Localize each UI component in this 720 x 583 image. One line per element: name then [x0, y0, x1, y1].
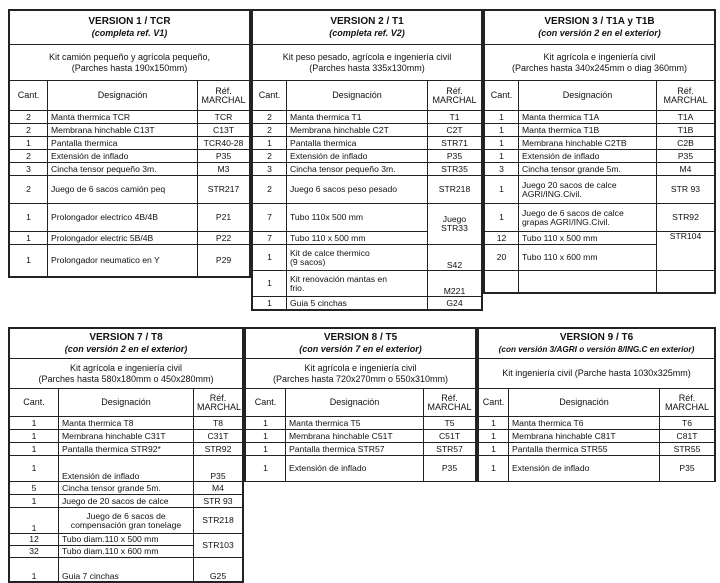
table-row: [253, 176, 482, 204]
table-cell: P35: [423, 456, 475, 482]
table-cell: Manta thermica T1A: [519, 111, 657, 124]
table-cell: T8: [193, 417, 242, 430]
table-row: [253, 137, 482, 150]
table-cell: [485, 45, 715, 81]
table-cell: Cincha tensor pequeño 3m.: [48, 163, 198, 176]
table-row: [253, 245, 482, 271]
table-cell: 3: [10, 163, 48, 176]
table-cell: STR 93: [193, 495, 242, 508]
header-ref: Réf. MARCHAL: [656, 81, 714, 111]
table-cell: Manta thermica T5: [286, 417, 424, 430]
table-cell: 1: [246, 456, 286, 482]
version-8-kit-line-2: (Parches hasta 720x270mm o 550x310mm): [272, 373, 449, 384]
table-cell: M4: [193, 482, 242, 495]
table-row: [253, 204, 482, 232]
table-cell: 1: [253, 271, 287, 297]
version-3-table: [484, 10, 715, 293]
table-cell: 32: [10, 546, 59, 558]
table-row: [253, 297, 482, 310]
table-cell: TCR: [198, 111, 250, 124]
table-cell: Juego 6 sacos peso pesado: [287, 176, 428, 204]
table-cell: [253, 45, 482, 81]
version-2-table: [252, 10, 482, 310]
header-name: Designación: [287, 81, 428, 111]
table-cell: Manta thermica T8: [59, 417, 194, 430]
table-row: [485, 124, 715, 137]
table-row: [485, 232, 715, 245]
version-3-title: VERSION 3 / T1A y T1B: [544, 16, 655, 27]
version-9-kit-line-1: Kit ingeniería civil (Parche hasta 1030x325mm): [502, 368, 691, 378]
table-cell: C13T: [198, 124, 250, 137]
table-cell: STR71: [427, 137, 481, 150]
table-cell: 1: [485, 150, 519, 163]
table-cell: Tubo 110 x 600 mm: [519, 245, 657, 271]
table-row: [10, 150, 250, 163]
table-cell: 1: [479, 443, 509, 456]
table-cell: 1: [246, 443, 286, 456]
header-ref: Réf. MARCHAL: [427, 81, 481, 111]
table-row: [10, 508, 243, 534]
table-cell: Extensión de inflado: [48, 150, 198, 163]
table-cell: [10, 359, 243, 389]
table-cell: Membrana hinchable C13T: [48, 124, 198, 137]
table-cell: 1: [10, 245, 48, 277]
table-cell: Pantalla thermica STR55: [509, 443, 660, 456]
header-ref: Réf. MARCHAL: [198, 81, 250, 111]
table-row: [485, 163, 715, 176]
version-3-kit-line-1: Kit agrícola e ingeniería civil: [543, 51, 656, 62]
table-cell: Guia 7 cinchas: [59, 558, 194, 582]
table-cell: Juego de 20 sacos de calce: [59, 495, 194, 508]
table-cell: STR103: [193, 534, 242, 558]
table-cell: 2: [10, 150, 48, 163]
table-row: [10, 443, 243, 456]
table-cell: Pantalla thermica STR92*: [59, 443, 194, 456]
table-cell: 2: [253, 124, 287, 137]
table-row: [479, 430, 715, 443]
version-3-block: [483, 9, 716, 294]
table-cell: 1: [479, 417, 509, 430]
version-1-title: VERSION 1 / TCR: [88, 16, 171, 27]
table-cell: 1: [485, 111, 519, 124]
table-cell: [10, 329, 243, 359]
table-cell: Kit de calce thermico (9 sacos): [287, 245, 428, 271]
version-8-kit-line-1: Kit agrícola e ingeniería civil: [304, 362, 417, 373]
table-cell: P35: [198, 150, 250, 163]
version-9-block: [477, 327, 716, 482]
table-cell: M3: [198, 163, 250, 176]
table-cell: 1: [10, 443, 59, 456]
table-cell: Extensión de inflado: [286, 456, 424, 482]
table-row: [10, 163, 250, 176]
table-cell: 20: [485, 245, 519, 271]
table-row: [485, 176, 715, 204]
table-cell: 7: [253, 232, 287, 245]
table-cell: Manta thermica T1B: [519, 124, 657, 137]
table-cell: [519, 271, 657, 293]
header-name: Designación: [509, 389, 660, 417]
table-cell: Juego STR33: [427, 204, 481, 245]
version-1-kit-line-2: (Parches hasta 190x150mm): [71, 62, 188, 73]
table-cell: 1: [10, 430, 59, 443]
version-1-block: [8, 9, 251, 278]
table-row: [479, 443, 715, 456]
table-row: [246, 443, 476, 456]
table-row: [10, 245, 250, 277]
table-cell: [10, 11, 250, 45]
table-row: [485, 137, 715, 150]
table-cell: STR217: [198, 176, 250, 204]
table-row: [485, 150, 715, 163]
version-9-title: VERSION 9 / T6: [559, 332, 634, 343]
table-cell: 3: [485, 163, 519, 176]
table-cell: S42: [427, 245, 481, 271]
table-cell: Cincha tensor pequeño 3m.: [287, 163, 428, 176]
version-8-subtitle: (con versión 7 en el exterior): [299, 344, 422, 354]
header-ref: Réf. MARCHAL: [193, 389, 242, 417]
table-cell: P35: [660, 456, 715, 482]
table-cell: 1: [10, 204, 48, 232]
table-cell: G25: [193, 558, 242, 582]
table-cell: 1: [253, 297, 287, 310]
table-cell: [479, 329, 715, 359]
table-cell: 1: [10, 417, 59, 430]
table-cell: Juego de 6 sacos de calce grapas AGRI/ING.Civil.: [519, 204, 657, 232]
version-1-subtitle: (completa ref. V1): [91, 28, 168, 38]
table-cell: 1: [479, 456, 509, 482]
table-cell: 2: [253, 176, 287, 204]
table-cell: T1B: [656, 124, 714, 137]
table-row: [10, 417, 243, 430]
table-cell: 1: [10, 495, 59, 508]
header-qty: Cant.: [246, 389, 286, 417]
table-cell: Manta thermica T1: [287, 111, 428, 124]
table-cell: [485, 11, 715, 45]
table-cell: 12: [485, 232, 519, 245]
header-name: Designación: [59, 389, 194, 417]
version-7-subtitle: (con versión 2 en el exterior): [64, 344, 188, 354]
table-cell: Cincha tensor grande 5m.: [59, 482, 194, 495]
header-name: Designación: [519, 81, 657, 111]
table-cell: Juego 20 sacos de calce AGRI/ING.Civil.: [519, 176, 657, 204]
table-row: [10, 534, 243, 546]
version-9-table: [478, 328, 715, 482]
table-cell: Manta thermica TCR: [48, 111, 198, 124]
table-cell: STR57: [423, 443, 475, 456]
header-qty: Cant.: [479, 389, 509, 417]
version-2-title: VERSION 2 / T1: [330, 16, 404, 27]
version-7-kit-line-1: Kit agrícola e ingeniería civil: [69, 362, 183, 373]
version-1-kit-line-1: Kit camión pequeño y agrícola pequeño,: [48, 51, 211, 62]
table-cell: P35: [193, 456, 242, 482]
table-cell: [246, 359, 476, 389]
table-cell: Cincha tensor grande 5m.: [519, 163, 657, 176]
table-cell: [479, 359, 715, 389]
table-cell: Pantalla thermica: [48, 137, 198, 150]
table-row: [246, 417, 476, 430]
header-ref: Réf. MARCHAL: [660, 389, 715, 417]
table-cell: Tubo 110 x 500 mm: [519, 232, 657, 245]
table-row: [10, 558, 243, 582]
table-cell: STR55: [660, 443, 715, 456]
version-2-block: [251, 9, 483, 311]
table-cell: 2: [253, 150, 287, 163]
table-cell: C2B: [656, 137, 714, 150]
table-cell: 12: [10, 534, 59, 546]
table-row: [10, 111, 250, 124]
version-7-kit-line-2: (Parches hasta 580x180mm o 450x280mm): [38, 373, 214, 384]
table-cell: Extensión de inflado: [519, 150, 657, 163]
table-row: [10, 482, 243, 495]
table-cell: 1: [485, 204, 519, 232]
table-cell: Prolongador electric 5B/4B: [48, 232, 198, 245]
version-2-subtitle: (completa ref. V2): [329, 28, 405, 38]
table-cell: Membrana hinchable C81T: [509, 430, 660, 443]
table-cell: Extensión de inflado: [509, 456, 660, 482]
version-7-table: [9, 328, 243, 582]
table-cell: STR35: [427, 163, 481, 176]
table-cell: Prolongador electrico 4B/4B: [48, 204, 198, 232]
table-cell: Membrana hinchable C31T: [59, 430, 194, 443]
table-cell: STR218: [427, 176, 481, 204]
table-cell: 5: [10, 482, 59, 495]
table-cell: T5: [423, 417, 475, 430]
table-cell: Membrana hinchable C2TB: [519, 137, 657, 150]
table-cell: 1: [485, 176, 519, 204]
table-cell: 1: [246, 417, 286, 430]
table-cell: Tubo 110x 500 mm: [287, 204, 428, 232]
table-cell: 1: [10, 137, 48, 150]
table-row: [10, 137, 250, 150]
table-cell: [485, 271, 519, 293]
table-cell: C81T: [660, 430, 715, 443]
table-cell: STR104: [656, 232, 714, 271]
header-qty: Cant.: [485, 81, 519, 111]
table-row: [10, 495, 243, 508]
table-cell: 1: [253, 137, 287, 150]
table-cell: C2T: [427, 124, 481, 137]
table-cell: 2: [10, 124, 48, 137]
table-cell: M4: [656, 163, 714, 176]
table-cell: Membrana hinchable C2T: [287, 124, 428, 137]
table-cell: P21: [198, 204, 250, 232]
table-cell: 1: [485, 137, 519, 150]
table-cell: C51T: [423, 430, 475, 443]
table-cell: Extensión de inflado: [287, 150, 428, 163]
table-row: [246, 456, 476, 482]
table-row: [479, 417, 715, 430]
version-7-block: [8, 327, 244, 583]
version-3-kit-line-2: (Parches hasta 340x245mm o diag 360mm): [511, 62, 688, 73]
table-cell: [246, 329, 476, 359]
table-cell: Pantalla thermica STR57: [286, 443, 424, 456]
version-8-block: [244, 327, 477, 482]
table-row: [253, 271, 482, 297]
table-cell: 1: [10, 456, 59, 482]
version-2-kit-line-1: Kit peso pesado, agrícola e ingeniería civil: [282, 51, 452, 62]
table-cell: Extensión de inflado: [59, 456, 194, 482]
table-cell: STR92: [193, 443, 242, 456]
table-row: [10, 176, 250, 204]
table-cell: C31T: [193, 430, 242, 443]
table-row: [246, 430, 476, 443]
table-cell: 3: [253, 163, 287, 176]
table-cell: 1: [253, 245, 287, 271]
table-row: [253, 150, 482, 163]
table-cell: [253, 11, 482, 45]
table-cell: P22: [198, 232, 250, 245]
table-row: [10, 232, 250, 245]
table-cell: M221: [427, 271, 481, 297]
table-row: [10, 124, 250, 137]
table-cell: 2: [10, 111, 48, 124]
table-cell: STR 93: [656, 176, 714, 204]
version-9-subtitle: (con versión 3/AGRI o versión 8/ING.C en exterior): [498, 345, 695, 354]
version-8-table: [245, 328, 476, 482]
table-cell: TCR40-28: [198, 137, 250, 150]
header-name: Designación: [48, 81, 198, 111]
table-row-empty: [485, 271, 715, 293]
version-8-title: VERSION 8 / T5: [323, 332, 398, 343]
table-cell: [10, 45, 250, 81]
table-cell: Guia 5 cinchas: [287, 297, 428, 310]
table-cell: Prolongador neumatico en Y: [48, 245, 198, 277]
version-7-title: VERSION 7 / T8: [89, 332, 163, 343]
table-cell: Manta thermica T6: [509, 417, 660, 430]
version-1-table: [9, 10, 250, 277]
table-cell: Kit renovación mantas en frio.: [287, 271, 428, 297]
version-2-kit-line-2: (Parches hasta 335x130mm): [309, 62, 425, 73]
header-qty: Cant.: [10, 81, 48, 111]
table-row: [485, 204, 715, 232]
table-cell: P35: [427, 150, 481, 163]
header-name: Designación: [286, 389, 424, 417]
table-cell: Pantalla thermica: [287, 137, 428, 150]
table-cell: [656, 271, 714, 293]
table-cell: STR218: [193, 508, 242, 534]
table-cell: Juego de 6 sacos camión peq: [48, 176, 198, 204]
table-cell: Tubo 110 x 500 mm: [287, 232, 428, 245]
table-row: [10, 456, 243, 482]
table-cell: 1: [485, 124, 519, 137]
table-cell: Membrana hinchable C51T: [286, 430, 424, 443]
table-cell: 1: [479, 430, 509, 443]
table-cell: Juego de 6 sacos de compensación gran tonelage: [59, 508, 194, 534]
table-cell: T6: [660, 417, 715, 430]
table-row: [10, 430, 243, 443]
header-ref: Réf. MARCHAL: [423, 389, 475, 417]
table-cell: Tubo diam.110 x 500 mm: [59, 534, 194, 546]
table-cell: 1: [10, 558, 59, 582]
table-cell: T1: [427, 111, 481, 124]
table-row: [479, 456, 715, 482]
header-qty: Cant.: [253, 81, 287, 111]
table-row: [253, 111, 482, 124]
table-row: [485, 111, 715, 124]
table-row: [253, 163, 482, 176]
table-cell: G24: [427, 297, 481, 310]
table-cell: 1: [246, 430, 286, 443]
version-3-subtitle: (con versión 2 en el exterior): [538, 28, 661, 38]
table-cell: T1A: [656, 111, 714, 124]
table-cell: 1: [10, 508, 59, 534]
table-cell: P29: [198, 245, 250, 277]
table-cell: 2: [253, 111, 287, 124]
table-cell: 2: [10, 176, 48, 204]
table-cell: STR92: [656, 204, 714, 232]
table-cell: P35: [656, 150, 714, 163]
table-cell: 1: [10, 232, 48, 245]
table-row: [253, 124, 482, 137]
header-qty: Cant.: [10, 389, 59, 417]
table-row: [10, 204, 250, 232]
table-cell: 7: [253, 204, 287, 232]
table-cell: Tubo diam.110 x 600 mm: [59, 546, 194, 558]
